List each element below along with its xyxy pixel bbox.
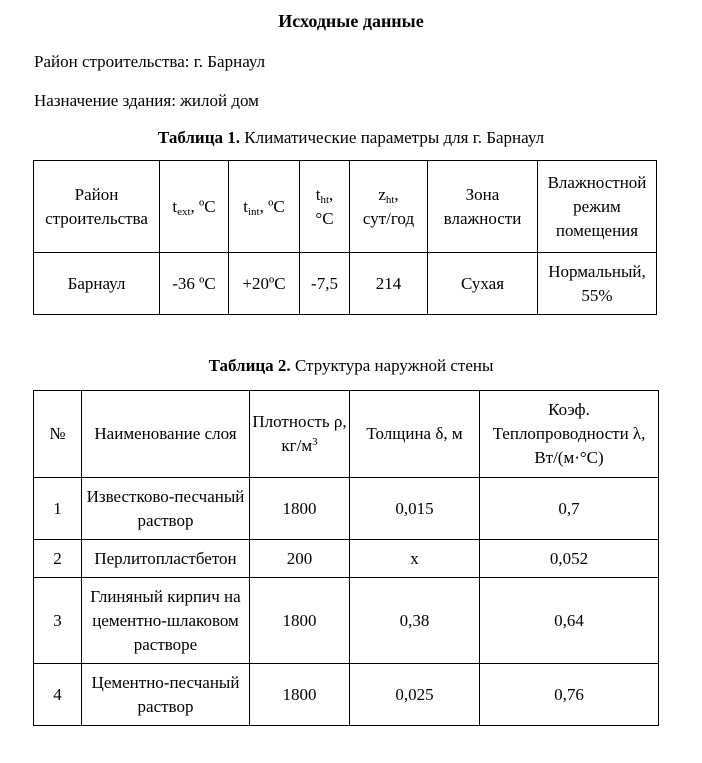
table2-caption-text: Структура наружной стены xyxy=(290,356,494,375)
header-region: Район строительства xyxy=(34,161,160,253)
document-title: Исходные данные xyxy=(278,11,424,31)
purpose-line: Назначение здания: жилой дом xyxy=(34,91,259,110)
header-t-ext: $t_{ext}$, ºC xyxy=(160,161,229,253)
table1-caption-label: Таблица 1. xyxy=(157,128,241,147)
table-row: 3 Глиняный кирпич на цементно-шлаковом растворе 1800 0,38 0,64 xyxy=(34,578,659,664)
cell-z-ht: 214 xyxy=(350,253,428,315)
cell-t-int: +20ºC xyxy=(229,253,300,315)
table-row: 1 Известково-песчаный раствор 1800 0,015 0,7 xyxy=(34,478,659,540)
header-conductivity: Коэф. Теплопроводности λ, Вт/(м·°С) xyxy=(480,391,659,478)
header-regime: Влажностной режим помещения xyxy=(538,161,657,253)
header-zone: Зона влажности xyxy=(428,161,538,253)
table1-caption xyxy=(0,127,702,149)
table2-caption-label: Таблица 2. xyxy=(208,356,291,375)
header-thickness: Толщина δ, м xyxy=(350,391,480,478)
region-line: Район строительства: г. Барнаул xyxy=(34,52,266,71)
header-density: Плотность ρ, $кг/м^3$ xyxy=(250,391,350,478)
header-t-ht: $t_{ht}$, °C xyxy=(300,161,350,253)
header-layer-name: Наименование слоя xyxy=(82,391,250,478)
header-z-ht: $z_{ht}$, сут/год xyxy=(350,161,428,253)
header-num: № xyxy=(34,391,82,478)
cell-t-ext: -36 ºC xyxy=(160,253,229,315)
table-row: 4 Цементно-песчаный раствор 1800 0,025 0,76 xyxy=(34,664,659,726)
header-t-int: $t_{int}$, ºC xyxy=(229,161,300,253)
cell-zone: Сухая xyxy=(428,253,538,315)
climate-table xyxy=(33,160,657,315)
table1-data-row xyxy=(34,253,657,315)
table2-caption xyxy=(0,355,702,377)
cell-regime: Нормальный, 55% xyxy=(538,253,657,315)
table1-caption-text: Климатические параметры для г. Барнаул xyxy=(240,128,545,147)
cell-t-ht: -7,5 xyxy=(300,253,350,315)
wall-structure-table xyxy=(33,390,659,726)
table2-header-row xyxy=(34,391,659,478)
table-row: 2 Перлитопластбетон 200 x 0,052 xyxy=(34,540,659,578)
table1-header-row xyxy=(34,161,657,253)
cell-region: Барнаул xyxy=(34,253,160,315)
